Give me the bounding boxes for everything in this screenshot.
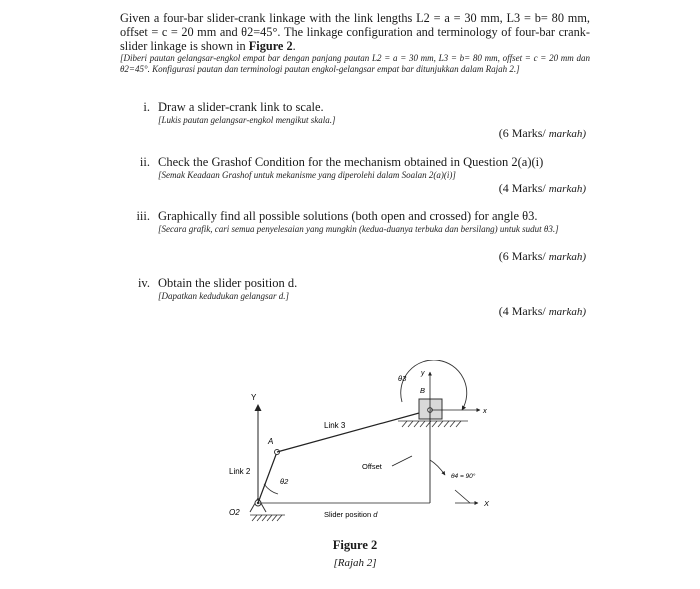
slider-position-label xyxy=(324,510,378,519)
question-text: Graphically find all possible solutions (both open and crossed) for angle θ3. xyxy=(158,209,538,223)
point-a-label: A xyxy=(268,437,274,446)
offset-label: Offset xyxy=(362,462,382,471)
question-marks xyxy=(499,126,586,141)
question-marks xyxy=(499,181,586,196)
question-text-malay: [Secara grafik, cari semua penyelesaian yang mungkin (kedua-duanya terbuka dan bersilang) untuk sudut θ3.] xyxy=(158,224,559,234)
x-axis-label: X xyxy=(484,499,490,508)
figure-caption-ms: [Rajah 2] xyxy=(333,557,377,569)
link-2 xyxy=(258,452,277,503)
intro-paragraph xyxy=(120,11,590,53)
x-axis-tick xyxy=(455,490,470,503)
theta4-label: θ4 = 90° xyxy=(451,473,476,480)
theta2-label: θ2 xyxy=(280,477,289,486)
o2-pivot xyxy=(250,498,266,512)
marks-label-malay: markah) xyxy=(548,128,586,140)
local-y-label: y xyxy=(421,370,425,377)
figure-caption-en: Figure 2 xyxy=(332,538,378,552)
link2-label: Link 2 xyxy=(229,467,251,476)
question-text-malay: [Semak Keadaan Grashof untuk mekanisme yang diperolehi dalam Soalan 2(a)(i)] xyxy=(158,170,456,180)
question-number: iii. xyxy=(136,209,150,223)
question-number: ii. xyxy=(139,155,150,169)
slider-crank-diagram xyxy=(215,360,515,535)
marks-label: (6 Marks/ xyxy=(498,126,546,140)
offset-leader xyxy=(392,456,412,466)
intro-end: . xyxy=(292,39,296,53)
theta3-label: θ3 xyxy=(398,374,407,383)
marks-label-malay: markah) xyxy=(548,306,586,318)
question-number: iv. xyxy=(137,276,150,290)
figure-reference: Figure 2 xyxy=(248,39,293,53)
ground-slider xyxy=(398,421,468,427)
question-marks xyxy=(499,249,586,264)
theta4-arc xyxy=(430,460,445,475)
figure-caption xyxy=(300,538,410,569)
marks-label-malay: markah) xyxy=(548,183,586,195)
o2-label: O2 xyxy=(229,508,240,517)
marks-label: (4 Marks/ xyxy=(498,181,546,195)
marks-label: (4 Marks/ xyxy=(498,304,546,318)
theta2-arc-curve xyxy=(264,484,278,494)
intro-malay: [Diberi pautan gelangsar-engkol empat bar dengan panjang pautan L2 = a = 30 mm, L3 = b= 80 mm, offset = c = 20 mm dan θ2=45°. Konfigurasi pautan dan terminologi pautan engkol-gelangsar empat bar ditunjukkan dalam Rajah 2.] xyxy=(120,53,590,74)
point-b-label: B xyxy=(420,386,426,395)
y-axis-label: Y xyxy=(251,393,257,402)
question-number: i. xyxy=(143,100,150,114)
link3-label: Link 3 xyxy=(324,421,346,430)
marks-label-malay: markah) xyxy=(548,251,586,263)
ground-o2 xyxy=(250,515,285,521)
question-text-malay: [Lukis pautan gelangsar-engkol mengikut skala.] xyxy=(158,115,336,125)
marks-label: (6 Marks/ xyxy=(498,249,546,263)
slider-position-d: d xyxy=(373,510,378,519)
question-text: Obtain the slider position d. xyxy=(158,276,298,290)
question-text: Check the Grashof Condition for the mechanism obtained in Question 2(a)(i) xyxy=(158,155,544,169)
link-3 xyxy=(277,410,430,452)
question-marks xyxy=(499,304,586,319)
local-x-label: x xyxy=(483,406,487,415)
question-text-malay: [Dapatkan kedudukan gelangsar d.] xyxy=(158,291,289,301)
slider-position-text: Slider position xyxy=(324,510,372,519)
question-text: Draw a slider-crank link to scale. xyxy=(158,100,324,114)
intro-text: Given a four-bar slider-crank linkage with the link lengths L2 = a = 30 mm, L3 = b= 80 mm, offset = c = 20 mm and θ2=45°. The linkage configuration and terminology of four-bar crank-slider linkage is shown in xyxy=(120,11,590,53)
